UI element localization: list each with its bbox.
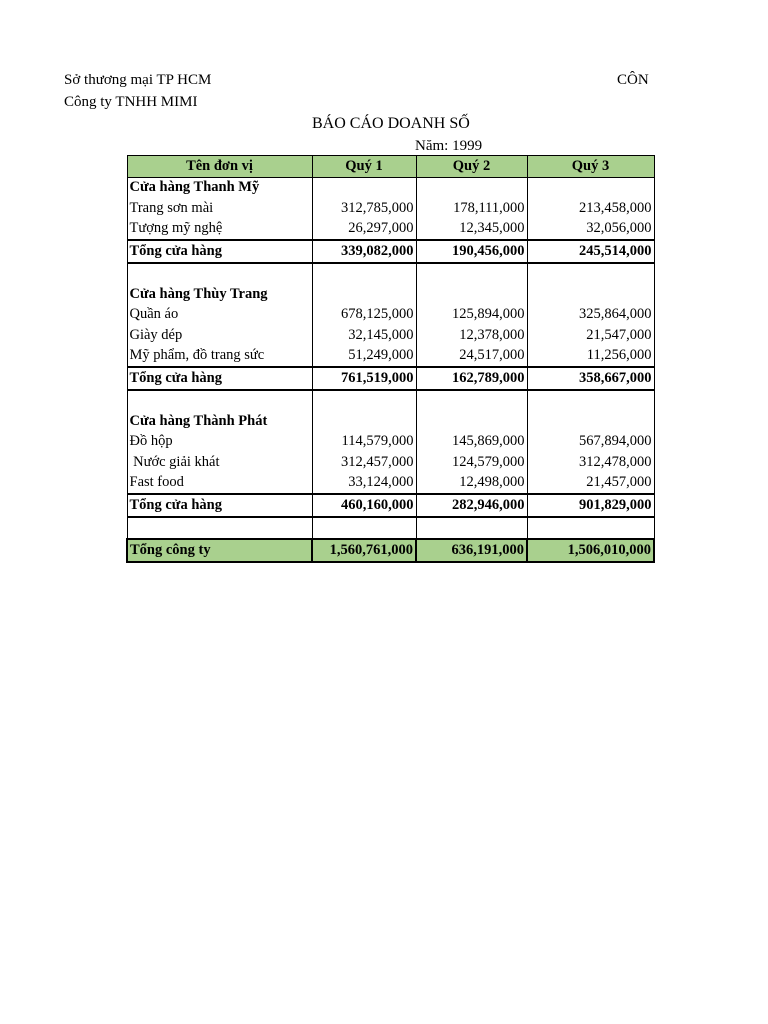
row-label: Đồ hộp xyxy=(127,432,312,453)
q2-value: 145,869,000 xyxy=(416,432,527,453)
column-header-q3: Quý 3 xyxy=(527,156,654,178)
company-name: Công ty TNHH MIMI xyxy=(64,94,198,110)
section-name: Cửa hàng Thành Phát xyxy=(127,411,312,432)
q2-value: 12,378,000 xyxy=(416,325,527,346)
q2-value: 124,579,000 xyxy=(416,452,527,473)
report-title: BÁO CÁO DOANH SỐ xyxy=(312,115,470,132)
report-year: Năm: 1999 xyxy=(415,138,483,154)
section-name: Cửa hàng Thùy Trang xyxy=(127,284,312,305)
store-total-row xyxy=(127,240,654,263)
q1-total: 460,160,000 xyxy=(312,494,416,517)
grand-total-label: Tổng công ty xyxy=(127,539,312,562)
row-label: Nước giải khát xyxy=(127,452,312,473)
q2-grand-total: 636,191,000 xyxy=(416,539,527,562)
table-row xyxy=(127,305,654,326)
q2-value: 178,111,000 xyxy=(416,198,527,219)
q2-total: 282,946,000 xyxy=(416,494,527,517)
row-label: Giày dép xyxy=(127,325,312,346)
q1-value: 312,785,000 xyxy=(312,198,416,219)
column-header-q2: Quý 2 xyxy=(416,156,527,178)
department-name: Sở thương mại TP HCM xyxy=(64,72,212,88)
table-row xyxy=(127,452,654,473)
q2-value: 24,517,000 xyxy=(416,346,527,368)
store-total-row xyxy=(127,494,654,517)
store-total-row xyxy=(127,367,654,390)
table-row xyxy=(127,473,654,495)
truncated-header-text: CÔN xyxy=(617,72,649,88)
table-row xyxy=(127,325,654,346)
row-label: Trang sơn mài xyxy=(127,198,312,219)
q3-total: 901,829,000 xyxy=(527,494,654,517)
q3-value: 325,864,000 xyxy=(527,305,654,326)
q3-grand-total: 1,506,010,000 xyxy=(527,539,654,562)
spacer-row xyxy=(127,517,654,540)
spacer-row xyxy=(127,390,654,412)
q1-value: 678,125,000 xyxy=(312,305,416,326)
q3-value: 32,056,000 xyxy=(527,219,654,241)
row-label: Fast food xyxy=(127,473,312,495)
table-row xyxy=(127,432,654,453)
company-total-row xyxy=(127,539,654,562)
q3-value: 21,457,000 xyxy=(527,473,654,495)
total-label: Tổng cửa hàng xyxy=(127,367,312,390)
q1-value: 114,579,000 xyxy=(312,432,416,453)
q3-value: 11,256,000 xyxy=(527,346,654,368)
q1-value: 51,249,000 xyxy=(312,346,416,368)
q3-value: 21,547,000 xyxy=(527,325,654,346)
spacer-row xyxy=(127,263,654,285)
q1-value: 32,145,000 xyxy=(312,325,416,346)
q2-value: 12,345,000 xyxy=(416,219,527,241)
column-header-unit: Tên đơn vị xyxy=(127,156,312,178)
q2-value: 125,894,000 xyxy=(416,305,527,326)
row-label: Quần áo xyxy=(127,305,312,326)
q1-total: 761,519,000 xyxy=(312,367,416,390)
q2-total: 162,789,000 xyxy=(416,367,527,390)
column-header-q1: Quý 1 xyxy=(312,156,416,178)
table-header-row xyxy=(127,156,654,178)
row-label: Mỹ phẩm, đồ trang sức xyxy=(127,346,312,368)
section-header-row xyxy=(127,284,654,305)
q1-total: 339,082,000 xyxy=(312,240,416,263)
q1-value: 33,124,000 xyxy=(312,473,416,495)
section-header-row xyxy=(127,177,654,198)
q3-total: 245,514,000 xyxy=(527,240,654,263)
sales-report-table xyxy=(126,155,655,563)
q3-value: 567,894,000 xyxy=(527,432,654,453)
table-row xyxy=(127,219,654,241)
table-row xyxy=(127,346,654,368)
section-name: Cửa hàng Thanh Mỹ xyxy=(127,177,312,198)
table-row xyxy=(127,198,654,219)
q2-value: 12,498,000 xyxy=(416,473,527,495)
q3-value: 312,478,000 xyxy=(527,452,654,473)
q1-value: 26,297,000 xyxy=(312,219,416,241)
section-header-row xyxy=(127,411,654,432)
q1-grand-total: 1,560,761,000 xyxy=(312,539,416,562)
q2-total: 190,456,000 xyxy=(416,240,527,263)
q3-total: 358,667,000 xyxy=(527,367,654,390)
q1-value: 312,457,000 xyxy=(312,452,416,473)
total-label: Tổng cửa hàng xyxy=(127,494,312,517)
row-label: Tượng mỹ nghệ xyxy=(127,219,312,241)
total-label: Tổng cửa hàng xyxy=(127,240,312,263)
q3-value: 213,458,000 xyxy=(527,198,654,219)
